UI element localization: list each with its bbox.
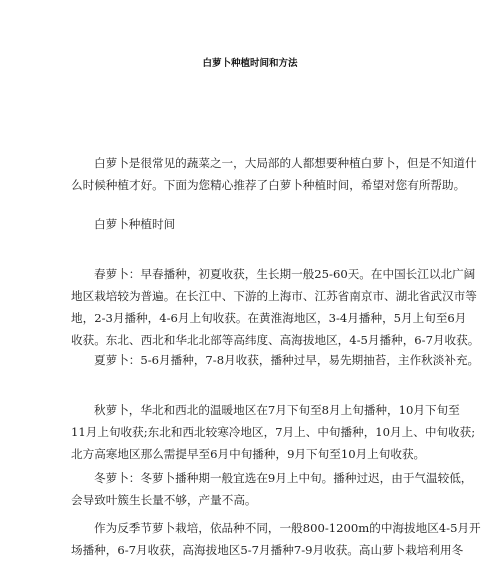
section-heading [71,213,441,235]
text-line: 北方高寒地区那么需提早至6月中旬播种，9月下旬至10月上旬收获。 [71,447,426,461]
text-line: 春萝卜：早春播种，初夏收获，生长期一般25-60天。在中国长江以北广阔 [94,267,476,281]
text-line: 会导致叶簇生长量不够，产量不高。 [71,493,257,507]
document-title: 白萝卜种植时间和方法 [202,58,298,69]
text-line: 作为反季节萝卜栽培，依品种不同，一般800-1200m的中海拔地区4-5月开 [94,521,481,535]
paragraph-off-season [71,517,481,561]
text-line: 地，2-3月播种，4-6月上旬收获。在黄淮海地区，3-4月播种，5月上旬至6月 [71,311,467,325]
paragraph-spring [71,263,480,351]
paragraph-intro [71,152,477,196]
text-line: 冬萝卜：冬萝卜播种期一般宜选在9月上中旬。播种过迟，由于气温较低， [94,471,473,485]
text-line: 白萝卜种植时间 [94,217,176,231]
text-line: 白萝卜是很常见的蔬菜之一，大局部的人都想要种植白萝卜，但是不知道什 [94,156,477,170]
text-line: 夏萝卜：5-6月播种，7-8月收获，播种过早，易先期抽苔，主作秋淡补充。 [94,353,480,367]
paragraph-winter [71,467,473,511]
text-line: 场播种，6-7月收获，高海拔地区5-7月播种7-9月收获。高山萝卜栽培利用冬 [71,543,464,557]
text-line: 么时候种植才好。下面为您精心推荐了白萝卜种植时间，希望对您有所帮助。 [71,178,466,192]
paragraph-summer [71,349,480,371]
paragraph-autumn [71,399,476,465]
text-line: 地区栽培较为普遍。在长江中、下游的上海市、江苏省南京市、湖北省武汉市等 [71,289,477,303]
text-line: 收获。东北、西北和华北北部等高纬度、高海拔地区，4-5月播种，6-7月收获。 [71,333,480,347]
text-line: 11月上旬收获;东北和西北较寒冷地区，7月上、中旬播种，10月上、中旬收获; [71,425,476,439]
text-line: 秋萝卜，华北和西北的温暖地区在7月下旬至8月上旬播种，10月下旬至 [94,403,460,417]
